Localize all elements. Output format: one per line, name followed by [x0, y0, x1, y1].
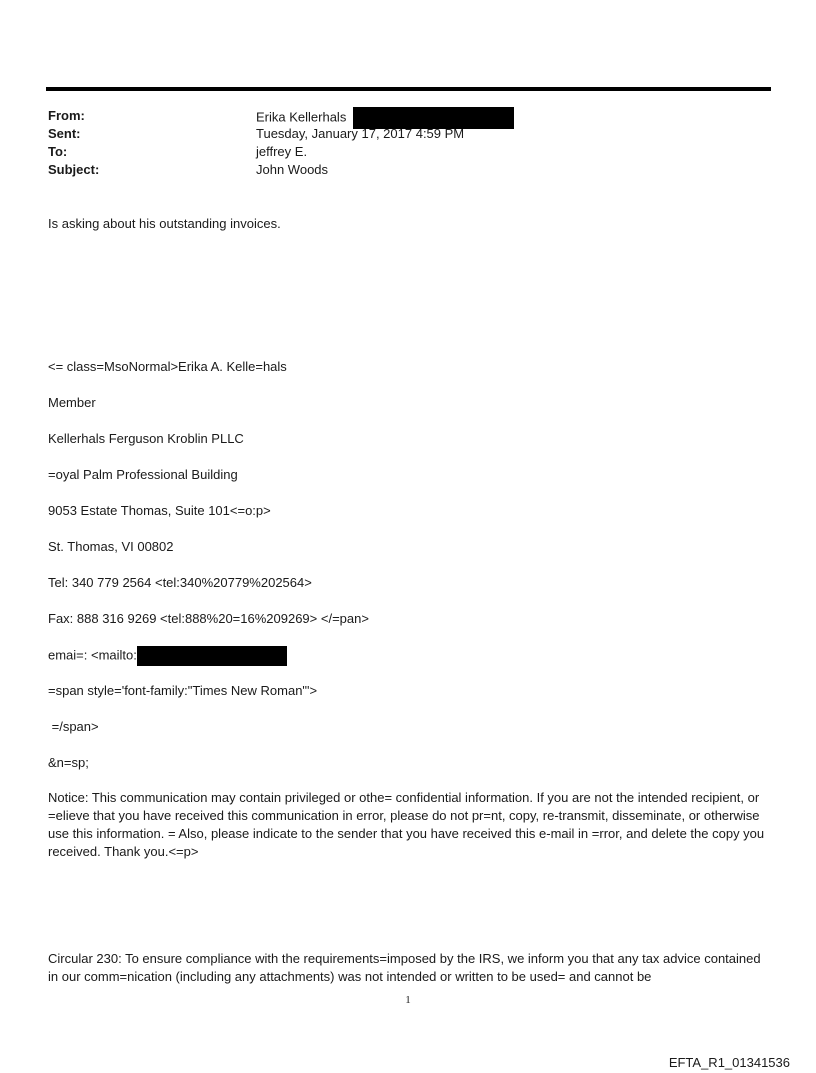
signature-line: &n=sp;: [48, 755, 89, 770]
header-rule: [46, 87, 771, 91]
signature-line: =/span>: [48, 719, 99, 734]
subject-label: Subject:: [48, 162, 100, 177]
signature-line: =span style='font-family:"Times New Roman"'>: [48, 683, 318, 698]
signature-line: Kellerhals Ferguson Kroblin PLLC: [48, 431, 244, 446]
bates-number: EFTA_R1_01341536: [668, 1055, 790, 1070]
email-prefix: emai=: <mailto:: [48, 647, 137, 663]
notice-paragraph: Notice: This communication may contain privileged or othe= confidential information. If you are not the intended recipient, or =elieve that you have received this communication in error, please do not pr=nt, copy, re-transmit, disseminate, or otherwise use this information. = Also, please indicate to the sender that you have received this e-mail in =rror, and delete the copy you received. Thank you.<=p>: [48, 790, 765, 859]
page-number: 1: [405, 994, 411, 1006]
signature-line: St. Thomas, VI 00802: [48, 539, 174, 554]
redaction-box: [137, 646, 287, 666]
signature-line: =oyal Palm Professional Building: [48, 467, 238, 482]
signature-line: 9053 Estate Thomas, Suite 101<=o:p>: [48, 503, 271, 518]
subject-value: John Woods: [256, 162, 329, 177]
from-label: From:: [48, 108, 85, 123]
signature-line: Tel: 340 779 2564 <tel:340%20779%202564>: [48, 575, 312, 590]
signature-line: Fax: 888 316 9269 <tel:888%20=16%209269> </=pan>: [48, 611, 369, 626]
sent-value: Tuesday, January 17, 2017 4:59 PM: [256, 126, 465, 141]
signature-line: Member: [48, 395, 96, 410]
to-label: To:: [48, 144, 68, 159]
from-name: Erika Kellerhals: [256, 109, 347, 125]
to-value: jeffrey E.: [256, 144, 308, 159]
signature-line: <= class=MsoNormal>Erika A. Kelle=hals: [48, 359, 287, 374]
message-text: Is asking about his outstanding invoices.: [48, 216, 281, 231]
sent-label: Sent:: [48, 126, 81, 141]
circular-paragraph: Circular 230: To ensure compliance with the requirements=imposed by the IRS, we inform you that any tax advice contained in our comm=nication (including any attachments) was not intended or written to be used= and cannot be: [48, 951, 761, 984]
email-line: [48, 646, 287, 666]
